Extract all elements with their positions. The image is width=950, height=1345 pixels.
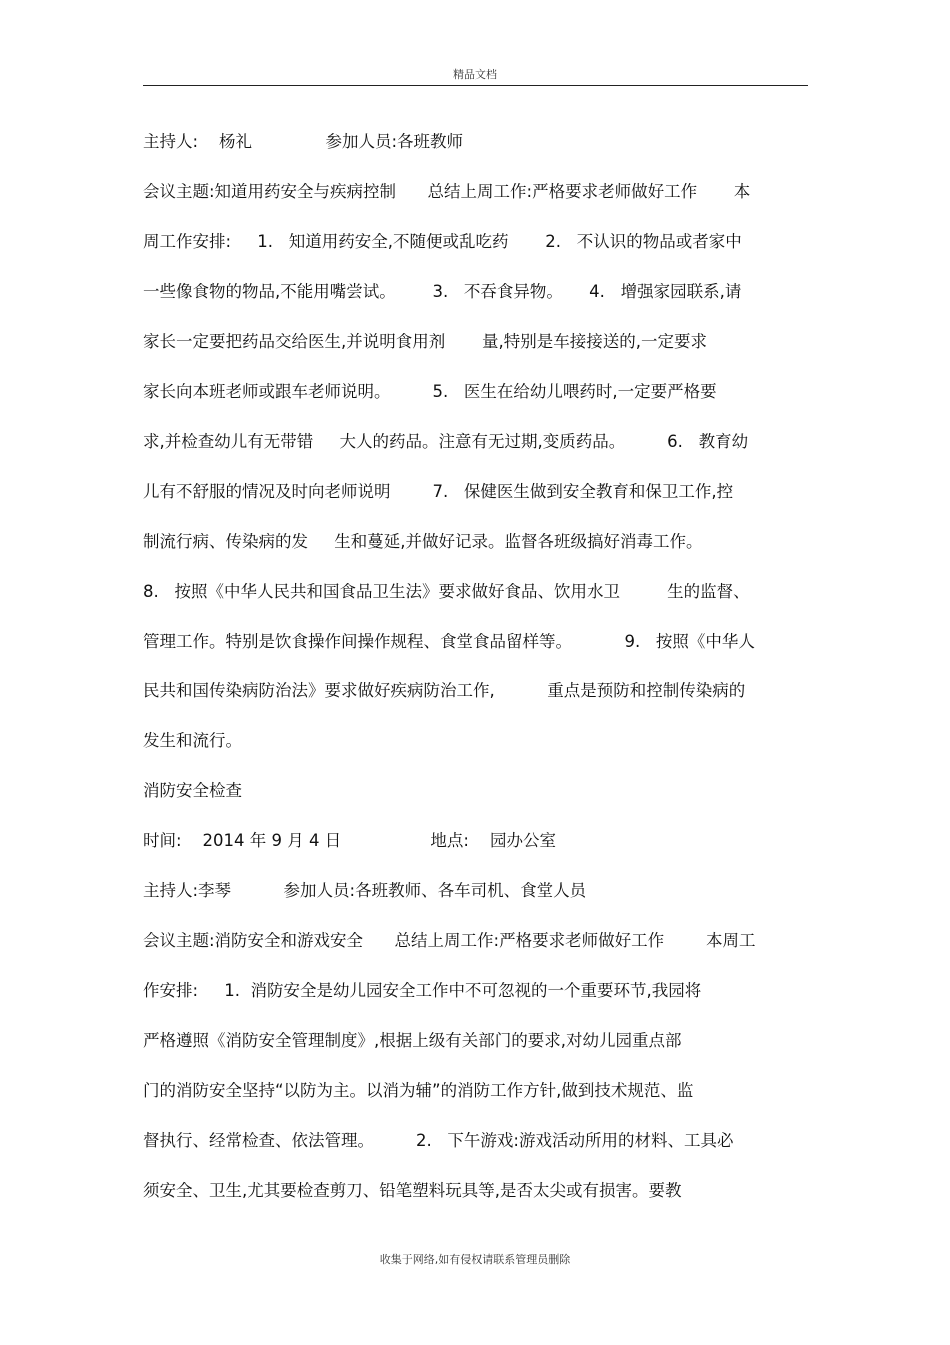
text-line: 须安全、卫生,尤其要检查剪刀、铅笔塑料玩具等,是否太尖或有损害。要教 — [143, 1181, 682, 1200]
text-line: 会议主题:知道用药安全与疾病控制 总结上周工作:严格要求老师做好工作 本 — [143, 182, 751, 201]
text-line: 严格遵照《消防安全管理制度》,根据上级有关部门的要求,对幼儿园重点部 — [143, 1031, 682, 1050]
page-header: 精品文档 — [453, 68, 497, 81]
text-line: 会议主题:消防安全和游戏安全 总结上周工作:严格要求老师做好工作 本周工 — [143, 931, 756, 950]
text-line: 周工作安排: 1. 知道用药安全,不随便或乱吃药 2. 不认识的物品或者家中 — [143, 232, 742, 251]
text-line: 8. 按照《中华人民共和国食品卫生法》要求做好食品、饮用水卫 生的监督、 — [143, 582, 750, 601]
text-line: 制流行病、传染病的发 生和蔓延,并做好记录。监督各班级搞好消毒工作。 — [143, 532, 703, 551]
text-line: 督执行、经常检查、依法管理。 2. 下午游戏:游戏活动所用的材料、工具必 — [143, 1131, 734, 1150]
text-line: 求,并检查幼儿有无带错 大人的药品。注意有无过期,变质药品。 6. 教育幼 — [143, 432, 749, 451]
text-line: 一些像食物的物品,不能用嘴尝试。 3. 不吞食异物。 4. 增强家园联系,请 — [143, 282, 742, 301]
text-line: 家长向本班老师或跟车老师说明。 5. 医生在给幼儿喂药时,一定要严格要 — [143, 382, 717, 401]
text-line: 主持人: 杨礼 参加人员:各班教师 — [143, 132, 464, 151]
text-line: 作安排: 1. 消防安全是幼儿园安全工作中不可忽视的一个重要环节,我园将 — [143, 981, 702, 1000]
text-line: 门的消防安全坚持“以防为主。以消为辅”的消防工作方针,做到技术规范、监 — [143, 1081, 694, 1100]
text-line: 儿有不舒服的情况及时向老师说明 7. 保健医生做到安全教育和保卫工作,控 — [143, 482, 734, 501]
header-divider — [143, 85, 808, 86]
text-line: 家长一定要把药品交给医生,并说明食用剂 量,特别是车接接送的,一定要求 — [143, 332, 707, 351]
text-line: 时间: 2014 年 9 月 4 日 地点: 园办公室 — [143, 831, 556, 850]
text-line: 管理工作。特别是饮食操作间操作规程、食堂食品留样等。 9. 按照《中华人 — [143, 632, 755, 651]
page-footer: 收集于网络,如有侵权请联系管理员删除 — [379, 1253, 571, 1266]
text-line: 发生和流行。 — [143, 731, 242, 750]
text-line: 民共和国传染病防治法》要求做好疾病防治工作, 重点是预防和控制传染病的 — [143, 681, 746, 700]
section-heading: 消防安全检查 — [143, 781, 242, 800]
text-line: 主持人:李琴 参加人员:各班教师、各车司机、食堂人员 — [143, 881, 587, 900]
